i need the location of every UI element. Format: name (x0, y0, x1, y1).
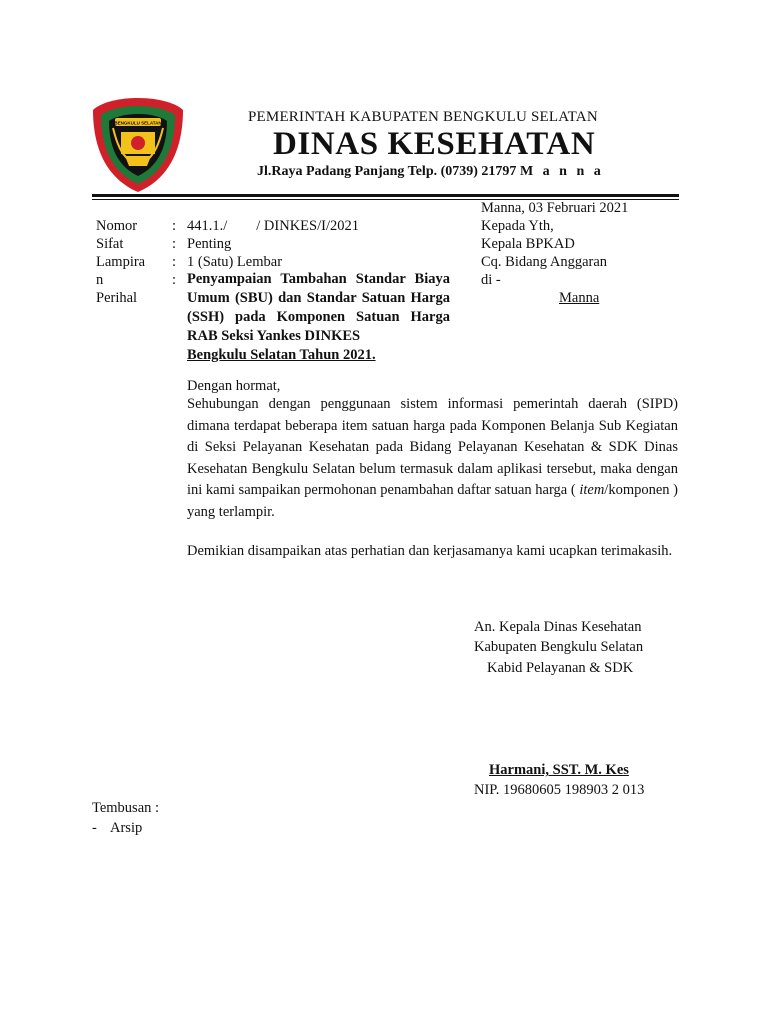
paragraph1-end: /komponen ) yang terlampir. (187, 482, 678, 520)
lampiran-colon: : (172, 254, 177, 270)
lampiran-label-line1: Lampira (96, 254, 146, 270)
paragraph1-main: Sehubungan dengan penggunaan sistem informasi pemerintah daerah (SIPD) dimana terdapat beberapa item satuan harga pada Komponen Belanja Sub Kegiatan di Seksi Pelayanan Kesehatan pada Bidang Pelayanan Kesehatan & SDK Dinas Kesehatan Bengkulu Selatan belum termasuk dalam aplikasi tersebut, maka dengan ini kami sampaikan permohonan penambahan daftar satuan harga ( (187, 396, 678, 498)
body-paragraph-2: Demikian disampaikan atas perhatian dan kerjasamanya kami ucapkan terimakasih. (187, 543, 673, 559)
address-city: M a n n a (519, 164, 604, 179)
signature-line1: An. Kepala Dinas Kesehatan (474, 619, 642, 635)
body-paragraph-1 (187, 394, 678, 523)
tembusan-bullet: - (92, 820, 97, 836)
nomor-colon: : (172, 218, 177, 234)
sifat-colon: : (172, 236, 177, 252)
address-street: Jl.Raya Padang Panjang Telp. (0739) 21797 (257, 164, 517, 179)
recipient-line2: Kepala BPKAD (481, 236, 575, 252)
agency-address (257, 164, 604, 180)
lampiran-label-line2: n (96, 272, 104, 288)
nomor-value: 441.1./ / DINKES/I/2021 (187, 218, 359, 234)
recipient-line4: di - (481, 272, 501, 288)
salutation: Dengan hormat, (187, 378, 281, 394)
logo-text: BENGKULU SELATAN (114, 120, 162, 126)
perihal-last-line: Bengkulu Selatan Tahun 2021. (187, 347, 376, 363)
perihal-label: Perihal (96, 290, 138, 306)
bengkulu-selatan-emblem-logo (91, 96, 185, 194)
recipient-line1: Kepada Yth, (481, 218, 554, 234)
perihal-value (187, 270, 450, 365)
recipient-line3: Cq. Bidang Anggaran (481, 254, 608, 270)
tembusan-label: Tembusan : (92, 800, 160, 816)
lampiran-value: 1 (Satu) Lembar (187, 254, 283, 270)
sifat-label: Sifat (96, 236, 124, 252)
letterhead-divider-thick (92, 194, 679, 197)
signature-line3: Kabid Pelayanan & SDK (487, 660, 634, 676)
signatory-name: Harmani, SST. M. Kes (489, 762, 629, 778)
agency-name: DINAS KESEHATAN (273, 126, 596, 162)
tembusan-item-arsip: Arsip (110, 820, 143, 836)
signature-line2: Kabupaten Bengkulu Selatan (474, 639, 644, 655)
perihal-main: Penyampaian Tambahan Standar Biaya Umum (SBU) dan Standar Satuan Harga (SSH) pada Komponen Satuan Harga RAB Seksi Yankes DINKES (187, 271, 450, 344)
sifat-value: Penting (187, 236, 232, 252)
signatory-nip: NIP. 19680605 198903 2 013 (474, 782, 645, 798)
nomor-label: Nomor (96, 218, 138, 234)
recipient-city: Manna (559, 290, 600, 306)
perihal-colon: : (172, 272, 177, 288)
government-name: PEMERINTAH KABUPATEN BENGKULU SELATAN (248, 109, 598, 125)
letter-date: Manna, 03 Februari 2021 (481, 200, 629, 216)
paragraph1-italic-item: item (579, 482, 605, 498)
